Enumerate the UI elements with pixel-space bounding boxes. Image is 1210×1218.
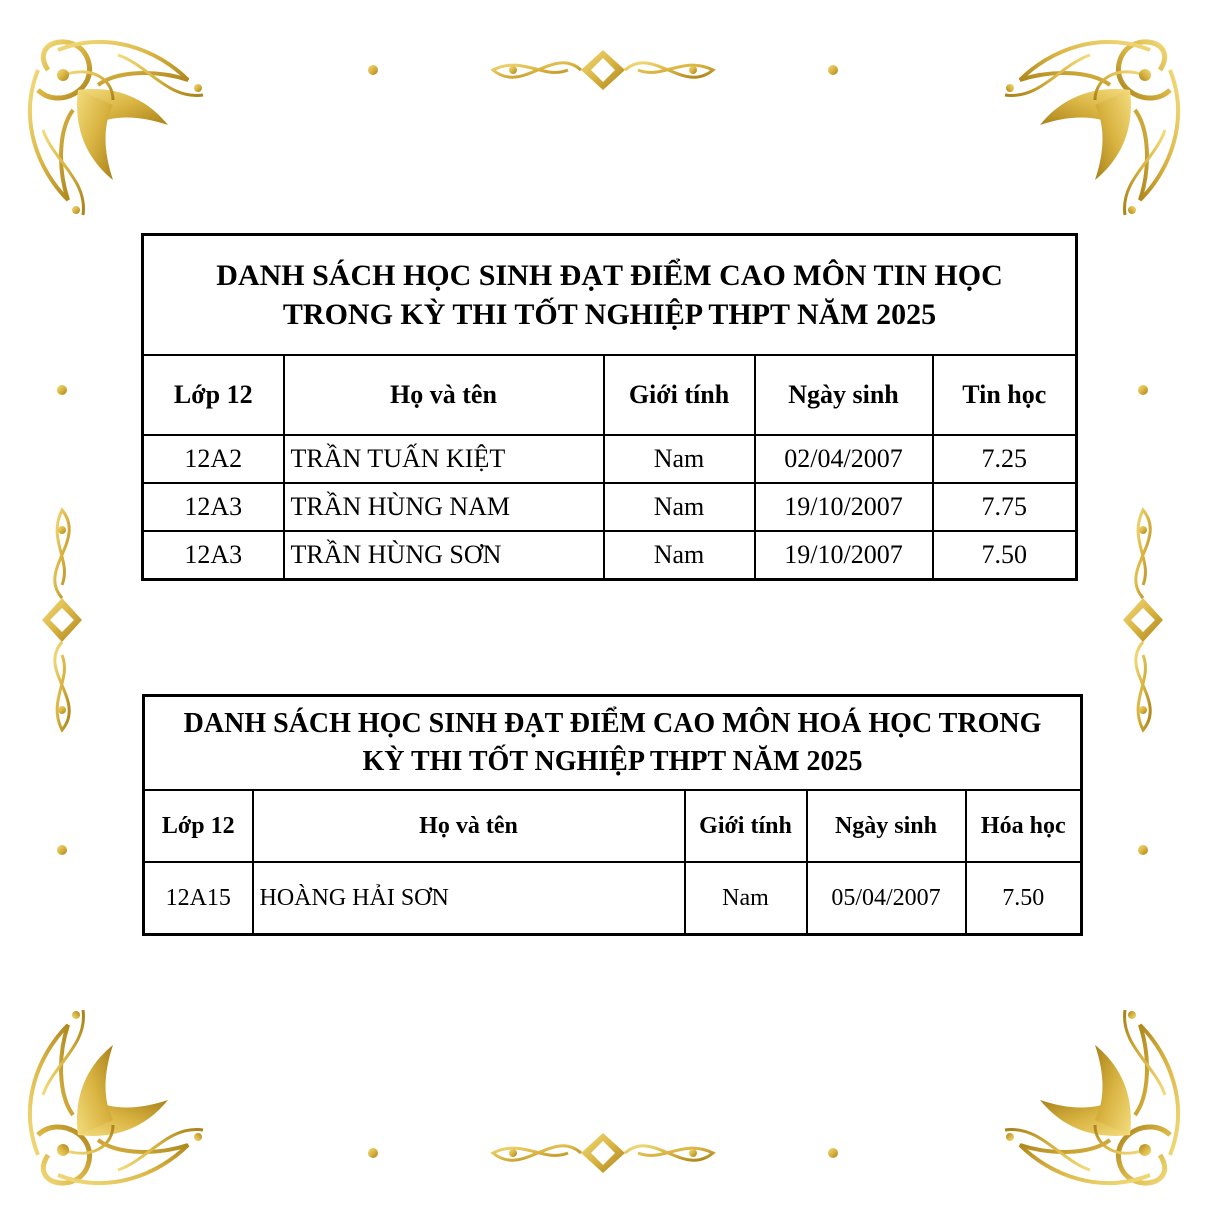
cell-dob: 05/04/2007 [807,862,966,935]
corner-ornament-bottom-left [18,990,218,1195]
cell-score: 7.50 [966,862,1082,935]
header-full-name: Họ và tên [253,790,685,862]
header-score: Tin học [933,355,1077,435]
cell-class: 12A3 [143,531,284,580]
cell-gender: Nam [604,435,755,483]
header-gender: Giới tính [604,355,755,435]
header-row [144,790,1082,862]
header-class: Lớp 12 [144,790,253,862]
title-line-1: DANH SÁCH HỌC SINH ĐẠT ĐIỂM CAO MÔN TIN HỌC [216,259,1003,292]
title-line-2: KỲ THI TỐT NGHIỆP THPT NĂM 2025 [362,746,863,777]
table-row [144,862,1082,935]
header-row [143,355,1077,435]
table-row [143,483,1077,531]
cell-class: 12A2 [143,435,284,483]
cell-dob: 19/10/2007 [755,531,933,580]
cell-class: 12A3 [143,483,284,531]
cell-gender: Nam [604,483,755,531]
cell-gender: Nam [604,531,755,580]
cell-score: 7.75 [933,483,1077,531]
header-date-of-birth: Ngày sinh [755,355,933,435]
informatics-honor-table [141,233,1078,581]
cell-dob: 02/04/2007 [755,435,933,483]
bottom-border-ornament [363,1133,843,1173]
header-gender: Giới tính [685,790,807,862]
header-class: Lớp 12 [143,355,284,435]
cell-dob: 19/10/2007 [755,483,933,531]
corner-ornament-top-right [990,30,1190,235]
cell-name: TRẦN HÙNG NAM [284,483,604,531]
cell-class: 12A15 [144,862,253,935]
left-border-ornament [42,380,82,860]
table-title [144,696,1082,791]
header-full-name: Họ và tên [284,355,604,435]
cell-gender: Nam [685,862,807,935]
cell-score: 7.25 [933,435,1077,483]
corner-ornament-top-left [18,30,218,235]
right-border-ornament [1123,380,1163,860]
top-border-ornament [363,50,843,90]
cell-score: 7.50 [933,531,1077,580]
header-score: Hóa học [966,790,1082,862]
cell-name: TRẦN HÙNG SƠN [284,531,604,580]
corner-ornament-bottom-right [990,990,1190,1195]
title-line-2: TRONG KỲ THI TỐT NGHIỆP THPT NĂM 2025 [282,298,937,331]
cell-name: TRẦN TUẤN KIỆT [284,435,604,483]
table-row [143,435,1077,483]
chemistry-honor-table [142,694,1083,936]
table-title [143,235,1077,356]
header-date-of-birth: Ngày sinh [807,790,966,862]
title-line-1: DANH SÁCH HỌC SINH ĐẠT ĐIỂM CAO MÔN HOÁ HỌC TRONG [183,708,1042,740]
cell-name: HOÀNG HẢI SƠN [253,862,685,935]
table-row [143,531,1077,580]
